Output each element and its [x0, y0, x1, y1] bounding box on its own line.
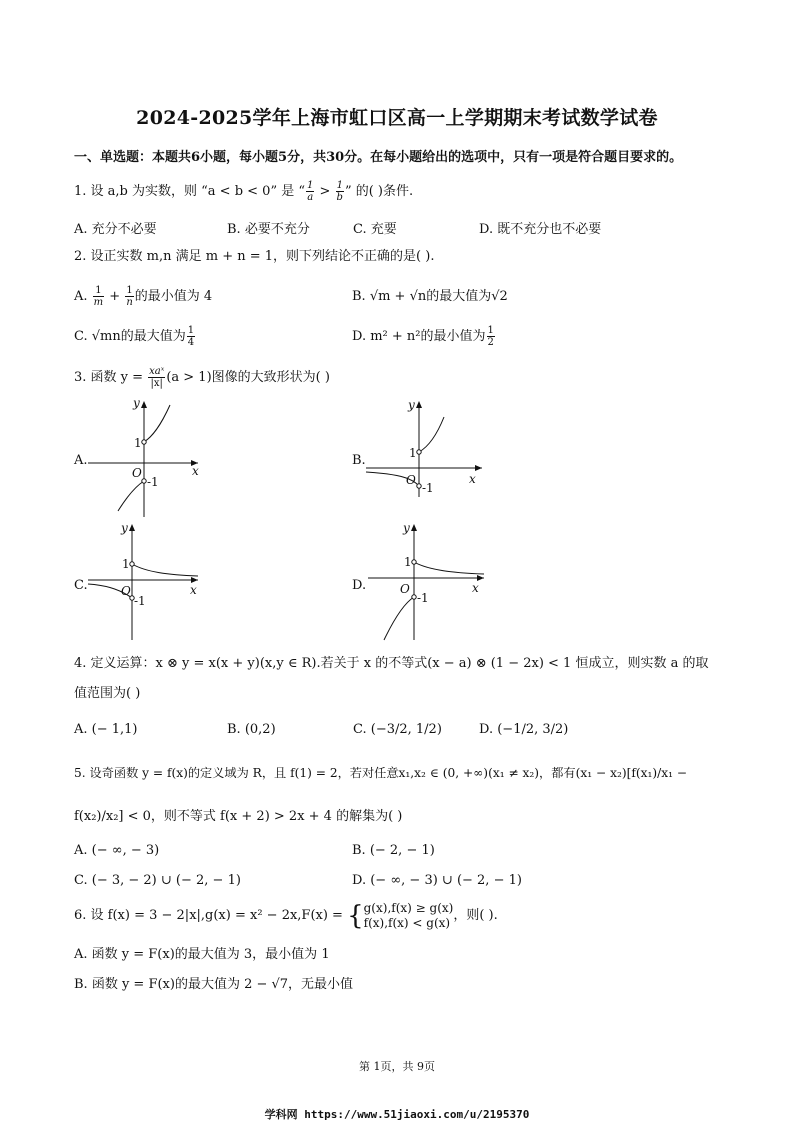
q1-option-b[interactable]: B. 必要不充分 — [227, 222, 310, 237]
q2-option-c[interactable] — [74, 325, 196, 348]
q3-fn: xaˣ — [149, 366, 165, 377]
origin-label: O — [400, 582, 410, 596]
axis-x-label: x — [469, 472, 476, 486]
axis-x-label: x — [472, 581, 479, 595]
q2-d-fd: 2 — [487, 337, 494, 348]
tick-one: 1 — [134, 436, 142, 450]
q1-gt: > — [315, 184, 335, 199]
question-5-line2: f(x₂)/x₂] < 0，则不等式 f(x + 2) > 2x + 4 的解集为( ) — [74, 809, 403, 824]
question-1-stem — [74, 180, 413, 203]
q2-option-b[interactable]: B. √m + √n的最大值为√2 — [352, 289, 508, 304]
q6-option-a[interactable]: A. 函数 y = F(x)的最大值为 3，最小值为 1 — [74, 947, 330, 962]
q4-option-a[interactable]: A. (− 1,1) — [74, 722, 138, 737]
q2-d-fn: 1 — [487, 325, 494, 336]
q6-brace: { — [347, 900, 364, 931]
q3-stem-a: 3. 函数 y = — [74, 370, 148, 385]
q1-option-d[interactable]: D. 既不充分也不必要 — [479, 222, 602, 237]
tick-one: 1 — [122, 557, 130, 571]
q6-stem-b: ，则( ). — [453, 908, 498, 923]
question-4-line2: 值范围为( ) — [74, 686, 141, 701]
q3-option-c-label[interactable]: C. — [74, 578, 88, 593]
axis-y-label: y — [121, 521, 128, 535]
q6-option-b[interactable]: B. 函数 y = F(x)的最大值为 2 − √7，无最小值 — [74, 977, 354, 992]
q2-a-f1n: 1 — [93, 285, 104, 297]
tick-neg-one: -1 — [134, 594, 146, 608]
q2-a-frac1 — [93, 285, 104, 308]
q5-option-b[interactable]: B. (− 2, − 1) — [352, 843, 435, 858]
q6-stem-a: 6. 设 f(x) = 3 − 2|x|,g(x) = x² − 2x,F(x) = — [74, 908, 348, 923]
q1-frac-2 — [336, 180, 344, 203]
q2-d-frac — [487, 325, 495, 348]
q2-c-frac — [187, 325, 195, 348]
q1-frac1-num: 1 — [307, 180, 314, 191]
q2-c-fd: 4 — [187, 337, 195, 348]
q5-option-c[interactable]: C. (− 3, − 2) ∪ (− 2, − 1) — [74, 873, 241, 888]
q2-a-plus: + — [105, 289, 125, 304]
q4-option-d[interactable]: D. (−1/2, 3/2) — [479, 722, 569, 737]
origin-label: O — [406, 473, 416, 487]
q2-a-f2n: 1 — [126, 285, 133, 296]
q2-option-a[interactable] — [74, 285, 212, 308]
tick-one: 1 — [404, 555, 412, 569]
q2-a-f1d: m — [93, 297, 104, 308]
q6-cases — [364, 901, 454, 931]
question-3-stem — [74, 366, 330, 389]
q3-graph-a[interactable] — [88, 395, 208, 520]
tick-neg-one: -1 — [422, 481, 434, 495]
axis-x-label: x — [190, 583, 197, 597]
question-4-line1: 4. 定义运算：x ⊗ y = x(x + y)(x,y ∈ R).若关于 x 的不等式(x − a) ⊗ (1 − 2x) < 1 恒成立，则实数 a 的取 — [74, 656, 709, 671]
q1-frac1-den: a — [307, 192, 314, 203]
q6-case-2: f(x),f(x) < g(x) — [363, 915, 451, 930]
q3-graph-b[interactable] — [366, 397, 491, 502]
q3-graph-d[interactable] — [368, 520, 493, 642]
q2-d-pre: D. m² + n²的最小值为 — [352, 329, 486, 344]
q3-option-d-label[interactable]: D. — [352, 578, 367, 593]
axis-y-label: y — [403, 521, 410, 535]
q2-c-pre: C. √mn的最大值为 — [74, 329, 186, 344]
tick-neg-one: -1 — [147, 475, 159, 489]
question-2-stem: 2. 设正实数 m,n 满足 m + n = 1，则下列结论不正确的是( ). — [74, 249, 435, 264]
q3-option-b-label[interactable]: B. — [352, 453, 366, 468]
source-url[interactable]: 学科网 https://www.51jiaoxi.com/u/2195370 — [264, 1108, 530, 1121]
q2-a-post: 的最小值为 4 — [134, 289, 213, 304]
q5-option-d[interactable]: D. (− ∞, − 3) ∪ (− 2, − 1) — [352, 873, 522, 888]
q1-frac2-num: 1 — [336, 180, 343, 191]
q4-option-b[interactable]: B. (0,2) — [227, 722, 276, 737]
q3-option-a-label[interactable]: A. — [74, 453, 88, 468]
q1-frac-1 — [306, 180, 314, 203]
q2-c-fn: 1 — [187, 325, 195, 336]
q3-fd: |x| — [150, 378, 163, 389]
page-title: 2024-2025学年上海市虹口区高一上学期期末考试数学试卷 — [136, 107, 658, 129]
q2-option-d[interactable] — [352, 325, 496, 348]
q6-case-1: g(x),f(x) ≥ g(x) — [363, 900, 454, 915]
page-footer: 第 1页，共 9页 — [359, 1060, 435, 1073]
q1-frac2-den: b — [336, 192, 343, 203]
section-heading: 一、单选题：本题共6小题，每小题5分，共30分。在每小题给出的选项中，只有一项是符合题目要求的。 — [74, 150, 683, 165]
q3-frac — [148, 366, 165, 389]
q5-option-a[interactable]: A. (− ∞, − 3) — [74, 843, 160, 858]
axis-y-label: y — [133, 396, 140, 410]
axis-y-label: y — [408, 398, 415, 412]
q1-option-c[interactable]: C. 充要 — [353, 222, 397, 237]
q2-a-pre: A. — [74, 289, 92, 304]
q3-graph-c[interactable] — [88, 520, 208, 642]
tick-one: 1 — [409, 446, 417, 460]
question-5-line1: 5. 设奇函数 y = f(x)的定义域为 R，且 f(1) = 2，若对任意x₁,x₂ ∈ (0, +∞)(x₁ ≠ x₂)，都有(x₁ − x₂)[f(x₁)/x₁ − — [74, 766, 688, 780]
q2-a-f2d: n — [126, 297, 133, 308]
question-6-stem — [74, 900, 498, 932]
q3-stem-b: (a > 1)图像的大致形状为( ) — [166, 370, 330, 385]
tick-neg-one: -1 — [417, 591, 429, 605]
axis-x-label: x — [192, 464, 199, 478]
origin-label: O — [121, 584, 131, 598]
origin-label: O — [132, 466, 142, 480]
q2-a-frac2 — [125, 285, 133, 308]
q1-stem-a: 1. 设 a,b 为实数，则 “a < b < 0” 是 “ — [74, 184, 305, 199]
q1-stem-b: ” 的( )条件. — [344, 184, 414, 199]
q1-option-a[interactable]: A. 充分不必要 — [74, 222, 157, 237]
q4-option-c[interactable]: C. (−3/2, 1/2) — [353, 722, 442, 737]
